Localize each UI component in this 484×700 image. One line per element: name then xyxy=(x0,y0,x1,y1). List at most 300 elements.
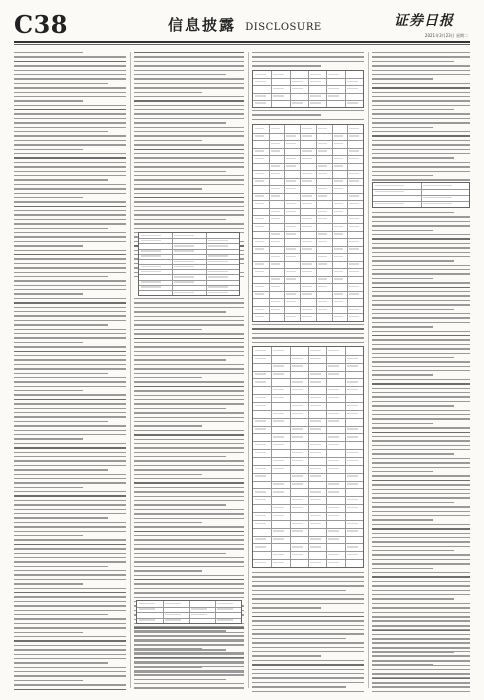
text-line xyxy=(134,140,202,141)
table-cell-text xyxy=(286,211,295,212)
text-line xyxy=(14,320,126,321)
table-cell-text xyxy=(349,241,358,242)
table-cell-text xyxy=(255,491,266,492)
text-line xyxy=(372,678,470,679)
text-line xyxy=(372,484,470,485)
table-cell-text xyxy=(271,211,280,212)
table-cell-text xyxy=(328,420,339,421)
text-line xyxy=(14,605,126,606)
text-line xyxy=(14,509,126,510)
text-line xyxy=(14,197,83,198)
text-line xyxy=(134,666,244,667)
text-line xyxy=(372,691,470,692)
table-cell-text xyxy=(347,102,358,103)
table-cell-text xyxy=(286,301,295,302)
table-cell-text xyxy=(349,203,358,204)
table-cell-text xyxy=(292,554,303,555)
text-line xyxy=(372,131,470,132)
table-cell-text xyxy=(286,256,295,257)
text-line xyxy=(372,506,470,507)
text-line xyxy=(134,355,244,356)
text-line xyxy=(14,337,126,338)
article-column-3 xyxy=(252,52,364,692)
text-line xyxy=(134,522,202,523)
table-cell-text xyxy=(292,405,303,406)
text-line xyxy=(134,395,244,396)
text-line xyxy=(252,114,321,115)
article-column-1 xyxy=(14,52,126,692)
table-cell-text xyxy=(349,218,358,219)
text-line xyxy=(372,140,470,141)
text-line xyxy=(14,166,126,167)
table-column-rule xyxy=(172,233,173,295)
table-cell-text xyxy=(271,173,280,174)
text-line xyxy=(134,491,244,492)
text-line xyxy=(372,445,470,446)
text-line xyxy=(134,228,244,229)
text-line xyxy=(252,629,364,630)
table-cell-text xyxy=(271,143,280,144)
table-cell-text xyxy=(292,389,303,390)
text-line xyxy=(372,127,433,128)
text-block xyxy=(14,52,126,692)
text-line xyxy=(372,87,470,88)
text-line xyxy=(372,401,470,402)
text-line xyxy=(372,418,470,419)
table-cell-text xyxy=(292,546,303,547)
text-line xyxy=(372,83,470,84)
table-cell-text xyxy=(271,241,280,242)
text-line xyxy=(372,238,470,239)
text-line xyxy=(372,234,470,235)
table-cell-text xyxy=(334,278,343,279)
text-line xyxy=(372,96,470,97)
text-line xyxy=(134,579,244,580)
table-column-rule xyxy=(345,347,346,567)
text-line xyxy=(372,475,470,476)
text-line xyxy=(134,316,244,317)
table-cell-text xyxy=(208,286,228,287)
table-cell-text xyxy=(255,358,266,359)
table-cell-text xyxy=(292,507,303,508)
table-column-rule xyxy=(163,601,164,623)
table-cell-text xyxy=(174,245,194,246)
text-line xyxy=(14,346,126,347)
table-cell-text xyxy=(302,263,311,264)
text-line xyxy=(372,269,470,270)
text-line xyxy=(14,92,126,93)
text-line xyxy=(14,667,126,668)
table-cell-text xyxy=(292,523,303,524)
table-cell-text xyxy=(191,614,207,615)
text-line xyxy=(134,122,226,123)
table-cell-text xyxy=(349,173,358,174)
text-line xyxy=(14,236,126,237)
table-cell-text xyxy=(310,381,321,382)
table-cell-text xyxy=(302,316,311,317)
text-line xyxy=(372,304,470,305)
text-line xyxy=(14,272,126,273)
text-line xyxy=(372,153,470,154)
table-cell-text xyxy=(349,263,358,264)
text-line xyxy=(14,223,126,224)
text-line xyxy=(372,56,470,57)
text-line xyxy=(372,612,470,613)
table-cell-text xyxy=(334,293,343,294)
text-line xyxy=(252,677,364,678)
text-line xyxy=(372,230,433,231)
table-cell-text xyxy=(271,188,280,189)
text-line xyxy=(134,118,244,119)
newspaper-logo: 证券日报 xyxy=(394,13,454,29)
table-cell-text xyxy=(334,165,343,166)
text-line xyxy=(14,513,126,514)
table-cell-text xyxy=(139,619,155,620)
table-cell-text xyxy=(328,413,339,414)
table-cell-text xyxy=(310,468,321,469)
text-line xyxy=(134,307,244,308)
table-cell-text xyxy=(423,185,452,186)
text-line xyxy=(14,588,126,589)
text-line xyxy=(14,179,108,180)
table-cell-text xyxy=(139,603,155,604)
table-cell-text xyxy=(334,233,343,234)
table-cell-text xyxy=(310,538,321,539)
text-line xyxy=(372,554,470,555)
text-line xyxy=(134,96,244,97)
text-line xyxy=(372,449,470,450)
text-line xyxy=(14,206,126,207)
text-line xyxy=(372,660,470,661)
table-cell-text xyxy=(347,452,358,453)
table-cell-text xyxy=(334,256,343,257)
text-line xyxy=(134,61,244,62)
table-cell-text xyxy=(310,81,321,82)
text-line xyxy=(134,329,202,330)
text-line xyxy=(14,333,126,334)
text-line xyxy=(372,550,454,551)
text-line xyxy=(134,324,244,325)
table-cell-text xyxy=(334,143,343,144)
text-line xyxy=(372,317,470,318)
text-line xyxy=(372,65,470,66)
text-line xyxy=(252,655,321,656)
text-line xyxy=(134,434,244,435)
text-line xyxy=(372,423,433,424)
text-block xyxy=(252,572,364,692)
table-cell-text xyxy=(255,420,266,421)
text-line xyxy=(14,412,126,413)
text-line xyxy=(134,557,244,558)
text-line xyxy=(372,388,470,389)
table-cell-text xyxy=(174,266,194,267)
text-line xyxy=(372,572,470,573)
table-cell-text xyxy=(271,309,280,310)
table-cell-text xyxy=(310,350,321,351)
table-column-rule xyxy=(269,125,270,321)
table-cell-text xyxy=(271,286,280,287)
text-line xyxy=(134,452,244,453)
text-line xyxy=(134,131,244,132)
table-cell-text xyxy=(328,373,339,374)
table-cell-text xyxy=(302,128,311,129)
text-line xyxy=(372,361,470,362)
text-line xyxy=(134,496,244,497)
table-cell-text xyxy=(271,218,280,219)
table-cell-text xyxy=(318,150,327,151)
text-line xyxy=(372,533,470,534)
text-line xyxy=(134,197,244,198)
text-line xyxy=(14,377,126,378)
text-line xyxy=(134,421,244,422)
text-line xyxy=(14,658,126,659)
text-line xyxy=(14,618,126,619)
table-cell-text xyxy=(273,538,284,539)
text-line xyxy=(372,287,470,288)
table-cell-text xyxy=(292,358,303,359)
text-line xyxy=(252,660,364,661)
table-cell-text xyxy=(255,499,266,500)
text-line xyxy=(14,561,126,562)
text-line xyxy=(14,592,126,593)
text-line xyxy=(14,359,126,360)
table-cell-text xyxy=(217,603,233,604)
table-cell-text xyxy=(310,397,321,398)
table-cell-text xyxy=(349,226,358,227)
text-line xyxy=(372,643,470,644)
text-block xyxy=(134,626,244,692)
text-line xyxy=(14,122,126,123)
text-line xyxy=(134,553,226,554)
table-cell-text xyxy=(273,389,284,390)
table-cell-text xyxy=(208,255,228,256)
text-line xyxy=(372,638,470,639)
data-table xyxy=(252,70,364,108)
table-cell-text xyxy=(255,444,266,445)
text-line xyxy=(372,581,470,582)
text-line xyxy=(134,390,244,391)
text-line xyxy=(372,585,470,586)
text-line xyxy=(372,300,470,301)
text-line xyxy=(134,674,244,675)
text-line xyxy=(14,425,126,426)
text-line xyxy=(14,632,83,633)
table-cell-text xyxy=(255,286,264,287)
table-cell-text xyxy=(255,397,266,398)
table-cell-text xyxy=(349,150,358,151)
text-line xyxy=(134,635,244,636)
text-line xyxy=(372,370,470,371)
table-cell-text xyxy=(423,203,452,204)
text-line xyxy=(252,581,364,582)
text-line xyxy=(14,394,126,395)
text-line xyxy=(134,597,244,598)
text-line xyxy=(14,254,126,255)
table-cell-text xyxy=(286,203,295,204)
table-cell-text xyxy=(292,460,303,461)
text-line xyxy=(252,337,364,338)
table-cell-text xyxy=(349,293,358,294)
text-line xyxy=(252,603,364,604)
table-cell-text xyxy=(349,128,358,129)
text-line xyxy=(14,531,126,532)
table-cell-text xyxy=(328,397,339,398)
table-cell-text xyxy=(375,203,404,204)
table-cell-text xyxy=(255,218,264,219)
data-table xyxy=(138,232,240,296)
text-line xyxy=(252,342,364,343)
table-column-rule xyxy=(206,233,207,295)
table-cell-text xyxy=(328,436,339,437)
table-cell-text xyxy=(139,608,155,609)
text-line xyxy=(14,298,126,299)
text-line xyxy=(372,511,470,512)
text-block xyxy=(252,110,364,123)
text-line xyxy=(14,113,126,114)
text-line xyxy=(134,443,244,444)
table-cell-text xyxy=(292,365,303,366)
table-cell-text xyxy=(292,436,303,437)
text-line xyxy=(372,682,470,683)
text-line xyxy=(14,100,83,101)
table-cell-text xyxy=(318,309,327,310)
text-line xyxy=(372,78,433,79)
table-cell-text xyxy=(318,241,327,242)
text-line xyxy=(252,664,364,665)
text-line xyxy=(14,434,126,435)
text-line xyxy=(134,469,244,470)
text-line xyxy=(134,657,244,658)
table-cell-text xyxy=(292,483,303,484)
text-line xyxy=(134,320,244,321)
table-cell-text xyxy=(347,523,358,524)
table-cell-text xyxy=(292,499,303,500)
text-line xyxy=(14,548,126,549)
text-line xyxy=(252,607,321,608)
table-cell-text xyxy=(347,546,358,547)
text-line xyxy=(372,122,470,123)
text-line xyxy=(372,652,454,653)
table-cell-text xyxy=(318,128,327,129)
text-line xyxy=(252,572,364,573)
text-line xyxy=(14,65,126,66)
table-cell-text xyxy=(302,309,311,310)
text-line xyxy=(134,166,244,167)
table-cell-text xyxy=(347,507,358,508)
table-cell-text xyxy=(302,180,311,181)
text-line xyxy=(134,368,244,369)
text-line xyxy=(134,456,226,457)
table-cell-text xyxy=(255,226,264,227)
text-line xyxy=(372,135,470,136)
text-line xyxy=(134,65,244,66)
table-cell-text xyxy=(347,499,358,500)
table-cell-text xyxy=(347,460,358,461)
table-cell-text xyxy=(334,135,343,136)
text-line xyxy=(372,113,470,114)
page-header xyxy=(0,0,484,44)
text-line xyxy=(252,673,364,674)
table-cell-text xyxy=(349,195,358,196)
text-line xyxy=(252,119,364,120)
text-line xyxy=(14,52,83,53)
table-cell-text xyxy=(273,460,284,461)
header-meta: 2021年3月23日 星期二 xyxy=(424,33,468,38)
text-line xyxy=(14,526,126,527)
text-line xyxy=(372,212,454,213)
text-line xyxy=(14,447,126,448)
text-line xyxy=(14,386,126,387)
text-line xyxy=(134,575,244,576)
table-cell-text xyxy=(208,271,228,272)
table-cell-text xyxy=(302,286,311,287)
text-line xyxy=(252,638,346,639)
text-line xyxy=(372,541,470,542)
text-line xyxy=(14,285,126,286)
table-cell-text xyxy=(286,293,295,294)
table-cell-text xyxy=(273,350,284,351)
table-cell-text xyxy=(141,281,161,282)
text-line xyxy=(134,144,244,145)
text-line xyxy=(14,289,126,290)
text-line xyxy=(14,495,126,496)
text-line xyxy=(14,390,83,391)
table-cell-text xyxy=(349,158,358,159)
text-line xyxy=(14,636,126,637)
table-cell-text xyxy=(347,475,358,476)
text-line xyxy=(14,610,126,611)
table-cell-text xyxy=(141,235,161,236)
text-line xyxy=(372,480,470,481)
text-line xyxy=(372,179,470,180)
text-line xyxy=(252,328,364,329)
text-line xyxy=(372,563,470,564)
text-line xyxy=(14,329,126,330)
text-line xyxy=(372,322,470,323)
text-line xyxy=(372,52,470,53)
text-line xyxy=(14,74,126,75)
table-cell-text xyxy=(328,507,339,508)
table-cell-text xyxy=(141,286,161,287)
table-cell-text xyxy=(310,499,321,500)
table-cell-text xyxy=(328,562,339,563)
text-line xyxy=(134,201,244,202)
table-cell-text xyxy=(347,530,358,531)
table-cell-text xyxy=(255,316,264,317)
table-cell-text xyxy=(328,538,339,539)
text-line xyxy=(14,456,126,457)
column-divider xyxy=(368,52,369,688)
table-cell-text xyxy=(292,428,303,429)
table-cell-text xyxy=(273,554,284,555)
text-line xyxy=(14,201,126,202)
text-line xyxy=(14,157,126,158)
table-cell-text xyxy=(349,309,358,310)
text-line xyxy=(372,260,454,261)
text-line xyxy=(14,232,126,233)
table-cell-text xyxy=(286,135,295,136)
text-line xyxy=(14,368,126,369)
text-line xyxy=(372,436,470,437)
text-line xyxy=(134,219,226,220)
table-cell-text xyxy=(165,614,181,615)
table-cell-text xyxy=(271,128,280,129)
table-cell-text xyxy=(208,292,228,293)
text-line xyxy=(252,585,364,586)
text-line xyxy=(14,614,108,615)
table-cell-text xyxy=(328,491,339,492)
table-column-rule xyxy=(316,125,317,321)
